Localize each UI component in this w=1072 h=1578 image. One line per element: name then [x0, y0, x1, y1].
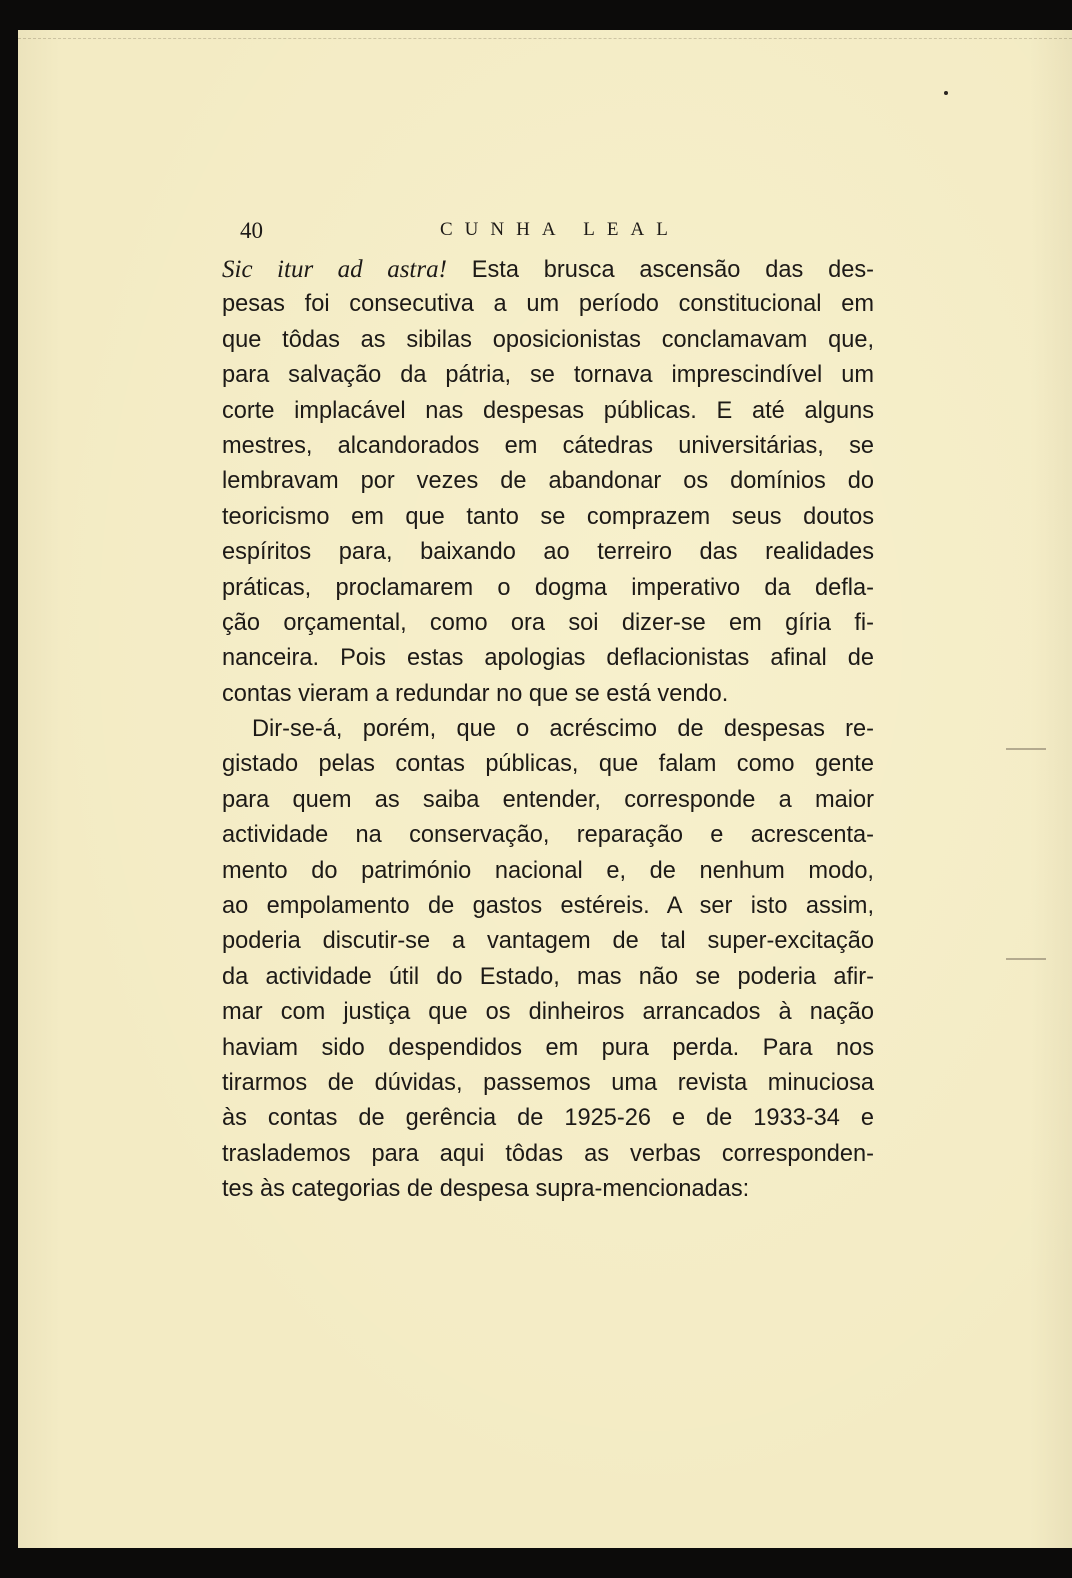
body-text	[222, 252, 874, 1208]
fold-mark	[1006, 748, 1046, 750]
text-line: gistado pelas contas públicas, que falam como gente	[222, 751, 874, 778]
text-line: mestres, alcandorados em cátedras universitárias, se	[222, 432, 874, 459]
text-line: haviam sido despendidos em pura perda. Para nos	[222, 1034, 874, 1061]
text-line: teoricismo em que tanto se comprazem seus doutos	[222, 503, 874, 530]
text-line: que tôdas as sibilas oposicionistas conclamavam que,	[222, 326, 874, 353]
text-line: lembravam por vezes de abandonar os domínios do	[222, 468, 874, 495]
text-line: às contas de gerência de 1925-26 e de 1933-34 e	[222, 1105, 874, 1132]
text-line: da actividade útil do Estado, mas não se poderia afir-	[222, 963, 874, 990]
text-line: mar com justiça que os dinheiros arrancados à nação	[222, 999, 874, 1026]
text-line	[222, 252, 874, 287]
text-line: práticas, proclamarem o dogma imperativo da defla-	[222, 574, 874, 601]
italic-phrase: Sic itur ad astra!	[222, 256, 447, 283]
text-line: tes às categorias de despesa supra-mencionadas:	[222, 1176, 750, 1203]
text-line: tirarmos de dúvidas, passemos uma revista minuciosa	[222, 1069, 874, 1096]
text-line: contas vieram a redundar no que se está vendo.	[222, 680, 729, 707]
text-line: actividade na conservação, reparação e acrescenta-	[222, 822, 874, 849]
text-line: espíritos para, baixando ao terreiro das realidades	[222, 539, 874, 566]
page-edge-rule	[18, 38, 1072, 39]
text-line: ção orçamental, como ora soi dizer-se em gíria fi-	[222, 609, 874, 636]
paragraph-1	[222, 252, 874, 712]
text-line: para salvação da pátria, se tornava imprescindível um	[222, 362, 874, 389]
text-line: traslademos para aqui tôdas as verbas corresponden-	[222, 1140, 874, 1167]
text-line: pesas foi consecutiva a um período constitucional em	[222, 291, 874, 318]
text-line: nanceira. Pois estas apologias deflacionistas afinal de	[222, 645, 874, 672]
text-line: para quem as saiba entender, corresponde a maior	[222, 786, 874, 813]
fold-mark	[1006, 958, 1046, 960]
paper-speck	[944, 91, 948, 95]
text-line: mento do património nacional e, de nenhum modo,	[222, 857, 874, 884]
running-title: CUNHA LEAL	[440, 219, 680, 240]
text-line: Dir-se-á, porém, que o acréscimo de despesas re-	[252, 716, 874, 743]
text-line: poderia discutir-se a vantagem de tal super-excitação	[222, 928, 874, 955]
text-line-rest: Esta brusca ascensão das des-	[446, 257, 874, 283]
page-number: 40	[240, 218, 263, 243]
text-line: ao empolamento de gastos estéreis. A ser isto assim,	[222, 893, 874, 920]
running-head	[240, 218, 890, 248]
text-line: corte implacável nas despesas públicas. E até alguns	[222, 397, 874, 424]
paragraph-2	[222, 712, 874, 1207]
